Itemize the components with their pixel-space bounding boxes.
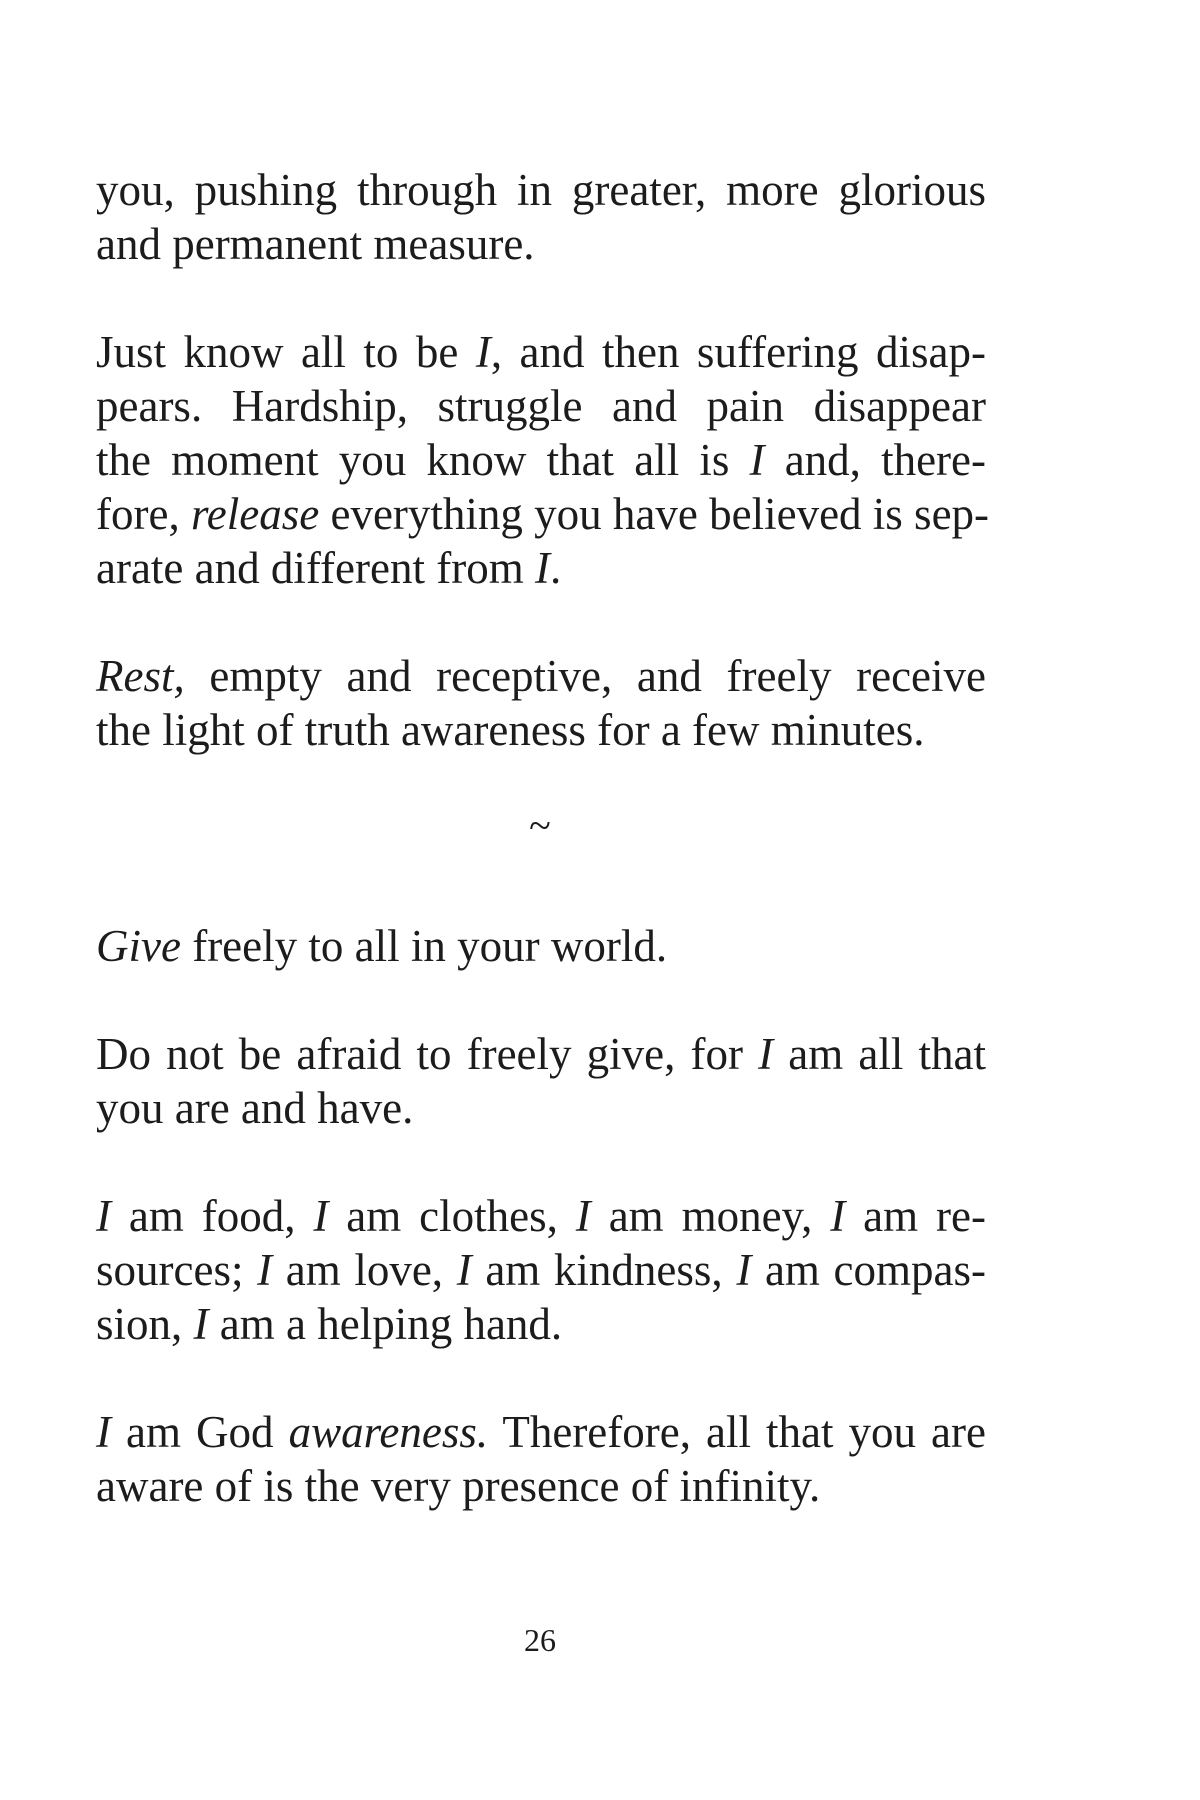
text-run: . [549, 543, 562, 593]
page-number: 26 [524, 1622, 556, 1658]
italic-text: I [96, 1191, 111, 1241]
italic-text: I [575, 1191, 591, 1241]
text-run: pears. Hardship, struggle and pain disappear [96, 381, 986, 431]
text-line [96, 1243, 986, 1297]
italic-text: I [96, 1407, 111, 1457]
italic-text: I [456, 1245, 472, 1295]
italic-text: I [758, 1029, 774, 1079]
text-run: sion, [96, 1299, 194, 1349]
text-line [96, 379, 986, 433]
text-line [96, 1405, 986, 1459]
text-line [96, 1189, 986, 1243]
italic-text: I [313, 1191, 329, 1241]
italic-text: I [534, 543, 550, 593]
italic-text: I [257, 1245, 273, 1295]
text-run: the moment you know that all is [96, 435, 750, 485]
italic-text: Rest, [96, 651, 185, 701]
text-run: am God [111, 1407, 289, 1457]
text-run: am all that [773, 1029, 986, 1079]
italic-text: I [736, 1245, 752, 1295]
text-line [96, 919, 986, 973]
text-run: aware of is the very presence of infinity. [96, 1461, 821, 1511]
text-run: am money, [590, 1191, 831, 1241]
text-line [96, 325, 986, 379]
text-run: Therefore, all that you are [488, 1407, 986, 1457]
text-run: the light of truth awareness for a few minutes. [96, 705, 925, 755]
text-line [96, 1459, 986, 1513]
italic-text: I [830, 1191, 846, 1241]
text-line [96, 703, 986, 757]
italic-text: I [475, 327, 491, 377]
text-run: you are and have. [96, 1083, 414, 1133]
text-line [96, 163, 986, 217]
text-line [96, 487, 990, 541]
text-line [96, 1027, 986, 1081]
text-run: am compas- [751, 1245, 986, 1295]
text-line [96, 1081, 986, 1135]
text-run: am a helping hand. [208, 1299, 563, 1349]
paragraph-7 [96, 1405, 986, 1513]
paragraph-1 [96, 163, 986, 271]
text-run: and, there- [764, 435, 986, 485]
text-run: am re- [845, 1191, 986, 1241]
text-run: am kindness, [471, 1245, 737, 1295]
text-line [96, 217, 986, 271]
text-run: sources; [96, 1245, 258, 1295]
italic-text: I [193, 1299, 209, 1349]
text-run: am love, [272, 1245, 457, 1295]
text-run: arate and different from [96, 543, 535, 593]
italic-text: I [749, 435, 765, 485]
italic-text: awareness. [288, 1407, 489, 1457]
text-line [96, 649, 986, 703]
text-run: you, pushing through in greater, more glorious [96, 165, 986, 215]
text-run: and permanent measure. [96, 219, 535, 269]
text-line [96, 1297, 986, 1351]
text-run: empty and receptive, and freely receive [184, 651, 986, 701]
italic-text: release [190, 489, 320, 539]
paragraph-5 [96, 1027, 986, 1135]
text-run: freely to all in your world. [180, 921, 668, 971]
text-run: Just know all to be [96, 327, 476, 377]
text-line [96, 541, 986, 595]
paragraph-2 [96, 325, 990, 595]
text-run: am food, [111, 1191, 314, 1241]
paragraph-3 [96, 649, 986, 757]
text-run: Do not be afraid to freely give, for [96, 1029, 759, 1079]
paragraph-4 [96, 919, 986, 973]
italic-text: Give [96, 921, 181, 971]
text-line [96, 433, 986, 487]
paragraph-6 [96, 1189, 986, 1351]
text-run: everything you have believed is sep- [319, 489, 990, 539]
section-separator: ~ [529, 803, 551, 848]
text-run: fore, [96, 489, 191, 539]
text-run: , and then suffering disap- [490, 327, 986, 377]
text-run: am clothes, [328, 1191, 576, 1241]
